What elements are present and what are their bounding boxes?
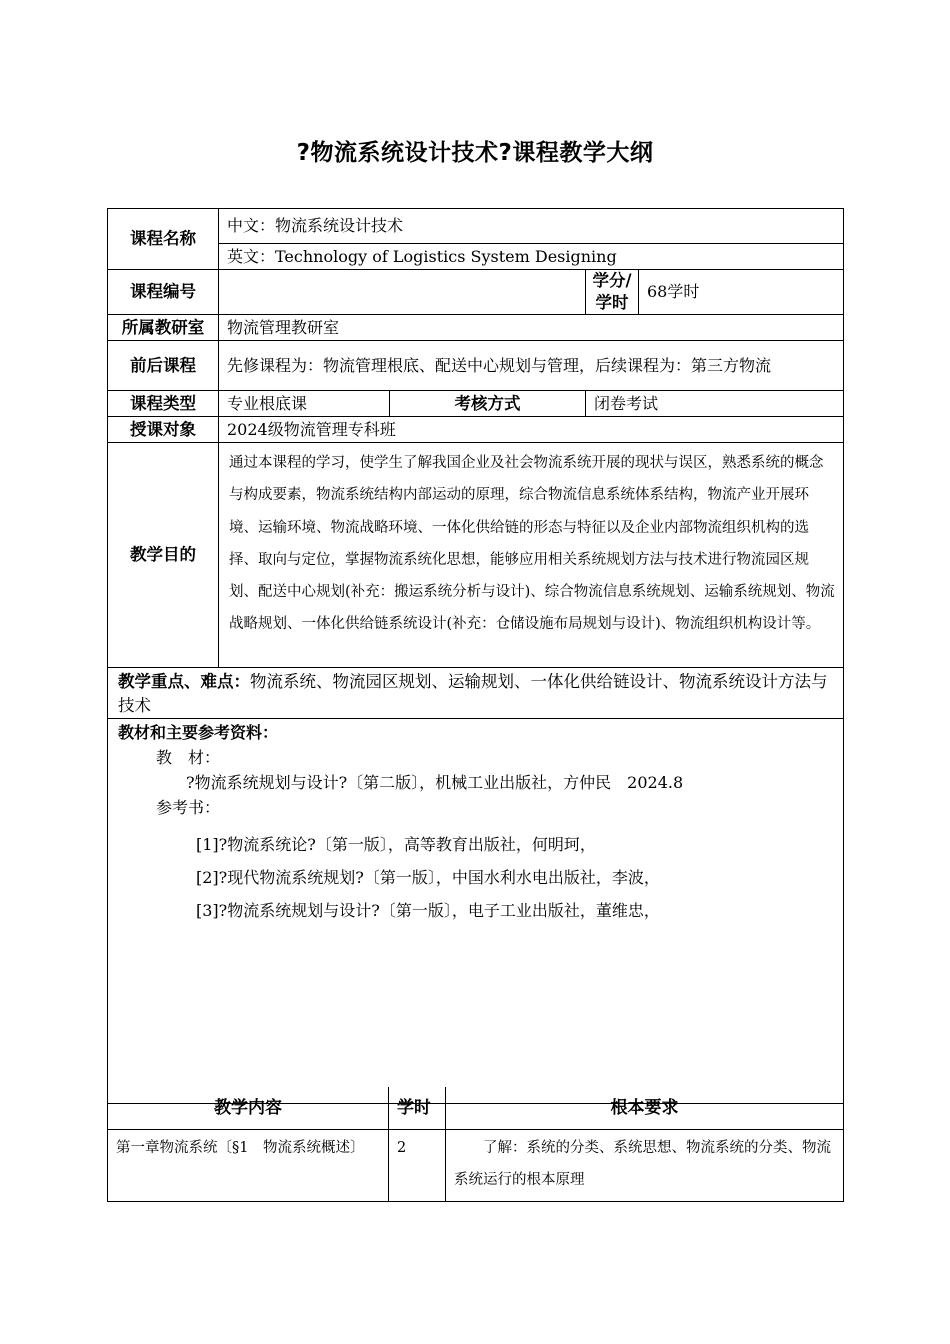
course-info-table [107, 208, 844, 1104]
textbook-entry: ?物流系统规划与设计?〔第二版〕，机械工业出版社，方仲民 2024.8 [186, 773, 684, 792]
document-title: ?物流系统设计技术?课程教学大纲 [296, 140, 654, 166]
reference-item: [1]?物流系统论?〔第一版〕，高等教育出版社，何明珂， [196, 835, 596, 854]
course-name-cn: 中文：物流系统设计技术 [219, 209, 844, 244]
course-name-en: 英文：Technology of Logistics System Designing [219, 244, 844, 270]
prereq-value: 先修课程为：物流管理根底、配送中心规划与管理，后续课程为：第三方物流 [219, 341, 844, 391]
target-value: 2024级物流管理专科班 [219, 417, 844, 443]
course-code-label: 课程编号 [108, 270, 219, 315]
key-points-cell [108, 668, 844, 719]
department-label: 所属教研室 [108, 315, 219, 341]
exam-label: 考核方式 [390, 391, 586, 417]
prereq-label: 前后课程 [108, 341, 219, 391]
department-value: 物流管理教研室 [219, 315, 844, 341]
teaching-content-table [107, 1087, 844, 1202]
key-points-value: 物流系统、物流园区规划、运输规划、一体化供给链设计、物流系统设计方法与技术 [118, 672, 828, 715]
credit-value: 68学时 [639, 270, 844, 315]
row-content: 第一章物流系统〔§1 物流系统概述〕 [108, 1129, 389, 1201]
objective-value: 通过本课程的学习，使学生了解我国企业及社会物流系统开展的现状与误区，熟悉系统的概念与构成要素，物流系统结构内部运动的原理，综合物流信息系统体系结构，物流产业开展环境、运输环境、物流战略环境、一体化供给链的形态与特征以及企业内部物流组织机构的选择、取向与定位，掌握物流系统化思想，能够应用相关系统规划方法与技术进行物流园区规划、配送中心规划(补充：搬运系统分析与设计)、综合物流信息系统规划、运输系统规划、物流战略规划、一体化供给链系统设计(补充：仓储设施布局规划与设计)、物流组织机构设计等。 [219, 443, 844, 668]
course-type-value: 专业根底课 [219, 391, 390, 417]
table-row [108, 1129, 844, 1201]
credit-label: 学分/学时 [586, 270, 639, 315]
references-cell [108, 719, 844, 1104]
reference-item: [3]?物流系统规划与设计?〔第一版〕，电子工业出版社，董维忠， [196, 901, 660, 920]
header-content: 教学内容 [108, 1087, 389, 1129]
course-code-value [219, 270, 586, 315]
key-points-label: 教学重点、难点： [118, 672, 250, 691]
header-hours: 学时 [389, 1087, 446, 1129]
header-requirements: 根本要求 [446, 1087, 844, 1129]
target-label: 授课对象 [108, 417, 219, 443]
objective-label: 教学目的 [108, 443, 219, 668]
exam-value: 闭卷考试 [586, 391, 844, 417]
row-hours: 2 [389, 1129, 446, 1201]
reference-books-label: 参考书： [156, 798, 221, 817]
row-requirement: 了解：系统的分类、系统思想、物流系统的分类、物流系统运行的根本原理 [446, 1129, 844, 1201]
references-heading: 教材和主要参考资料： [118, 723, 279, 742]
textbook-label: 教 材： [156, 748, 221, 767]
course-type-label: 课程类型 [108, 391, 219, 417]
course-name-label: 课程名称 [108, 209, 219, 270]
reference-item: [2]?现代物流系统规划?〔第一版〕，中国水利水电出版社，李波， [196, 868, 660, 887]
